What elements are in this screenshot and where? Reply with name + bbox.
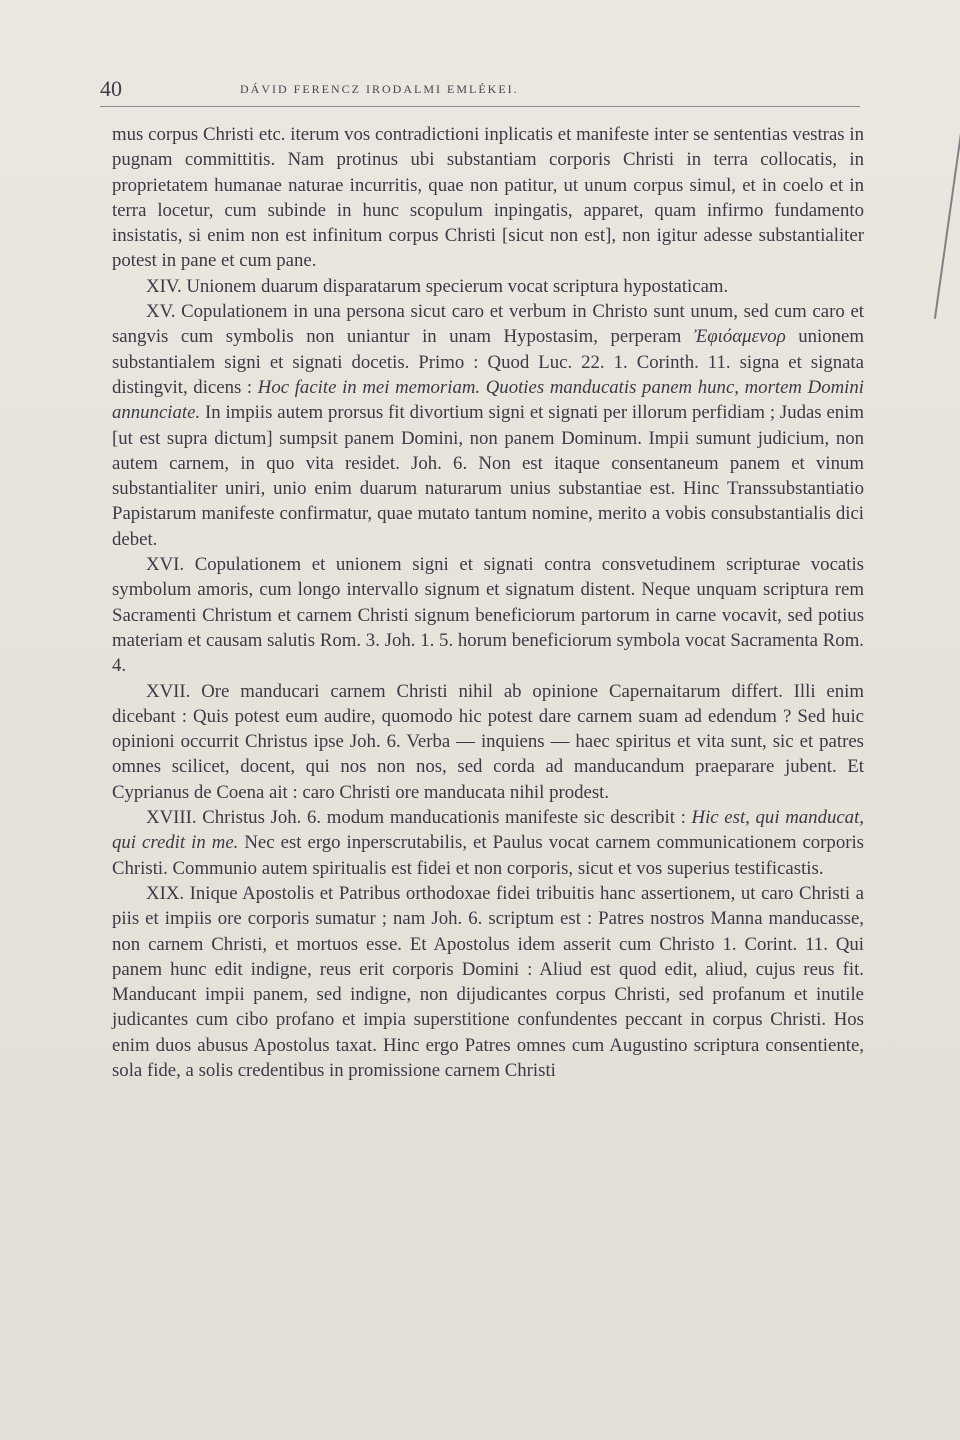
paragraph-xv-part: unionem substantialem signi et signati docetis. Primo : Quod Luc. 22. 1. Corinth. 11. signa et signata distingvit, dicens : [112, 326, 865, 398]
paragraph-xvi: XVI. Copulationem et unionem signi et signati contra consvetudinem scripturae vocatis symbolum amoris, cum longo intervallo signum et signatum distent. Neque unquam scriptura rem Sacramenti Christum et carnem Christi signum beneficiorum partorum in carne vocavit, sed potius materiam et causam salutis Rom. 3. Joh. 1. 5. horum beneficiorum symbola vocat Sacramenta Rom. 4. [112, 554, 864, 677]
paragraph-xv-part: XV. Copulationem in una persona sicut caro et verbum in Christo sunt unum, sed cum caro et sangvis cum symbolis non uniantur in unam Hypostasim, perperam [112, 301, 864, 348]
paragraph-xvii: XVII. Ore manducari carnem Christi nihil ab opinione Capernaitarum differt. Illi enim dicebant : Quis potest eum audire, quomodo hic potest dare carnem suam ad edendum ? Sed huic opinioni occurrit Christus ipse Joh. 6. Verba — inquiens — haec spiritus et vita sunt, sic et patres omnes scilicet, docent, qui nos non nos, sed corda ad manducandum praeparare jubent. Et Cyprianus de Coena ait : caro Christi ore manducata nihil prodest. [112, 680, 864, 803]
body-text [112, 122, 864, 1083]
paragraph-xv-greek: Ἐφιόαμενορ [693, 326, 786, 348]
paragraph-xix: XIX. Inique Apostolis et Patribus orthodoxae fidei tribuitis hanc assertionem, ut caro Christi a piis et impiis ore corporis sumatur ; nam Joh. 6. scriptum est : Patres nostros Manna manducasse, non carnem Christi, et mortuos esse. Et Apostolus idem asserit cum Christo 1. Corint. 11. Qui panem hunc edit indigne, reus erit corporis Domini : Aliud est quod edit, aliud, cujus reus fit. Manducant impii panem, sed indigne, non dijudicantes corpus Christi, sed profanum et inutile judicantes cum cibo profano et impia superstitione confundentes peccant in corpus Christi. Hos enim duos abusus Apostolus taxat. Hinc ergo Patres omnes cum Augustino scriptura consentiente, sola fide, a solis credentibus in promissione carnem Christi [112, 882, 864, 1081]
running-head: DÁVID FERENCZ IRODALMI EMLÉKEI. [240, 82, 519, 96]
header-rule [100, 106, 860, 107]
page-header [100, 72, 860, 102]
paragraph-xv-part: In impiis autem prorsus fit divortium signi et signati per illorum perfidiam ; Judas enim [ut est supra dictum] sumpsit panem Domini, non panem Dominum. Impii sumunt judicium, non autem carnem, in quo vita residet. Joh. 6. Non est itaque consentaneum panem et vinum substantialiter uniri, unio enim duarum naturarum unius substantiae est. Hinc Transsubstantiatio Papistarum manifeste confirmatur, quae mutato tantum nomine, merito a vobis consubstantialis dici debet. [112, 402, 864, 550]
paragraph-xviii-part: XVIII. Christus Joh. 6. modum manducationis manifeste sic describit : [146, 807, 692, 829]
page-edge-line [934, 61, 960, 319]
paragraph-xv-quote: Hoc facite in mei memoriam. Quoties manducatis panem hunc, mortem Domini annunciate. [112, 376, 864, 424]
paragraph-xviii-part: Nec est ergo inperscrutabilis, et Paulus vocat carnem communicationem corporis Christi. Communio autem spiritualis est fidei et non corporis, sicut et vos superius testificastis. [112, 832, 864, 879]
paragraph-xviii [112, 805, 864, 881]
page-number: 40 [100, 76, 122, 101]
paragraph-continuation: mus corpus Christi etc. iterum vos contradictioni inplicatis et manifeste inter se sententias vestras in pugnam committitis. Nam protinus ubi substantiam corporis Christi in terra collocatis, in proprietatem humanae naturae incurritis, quae non patitur, ut unum corpus simul, et in coelo et in terra locetur, cum subinde in hunc scopulum inpingatis, apparet, quam infirmo fundamento insistatis, si enim non est infinitum corpus Christi [sicut non est], non igitur adesse substantialiter potest in pane et cum pane. [112, 124, 864, 272]
paragraph-xiv: XIV. Unionem duarum disparatarum specierum vocat scriptura hypostaticam. [146, 275, 729, 297]
paragraph-xv [112, 299, 864, 552]
paragraph-xviii-quote: Hic est, qui manducat, qui credit in me. [112, 807, 864, 854]
